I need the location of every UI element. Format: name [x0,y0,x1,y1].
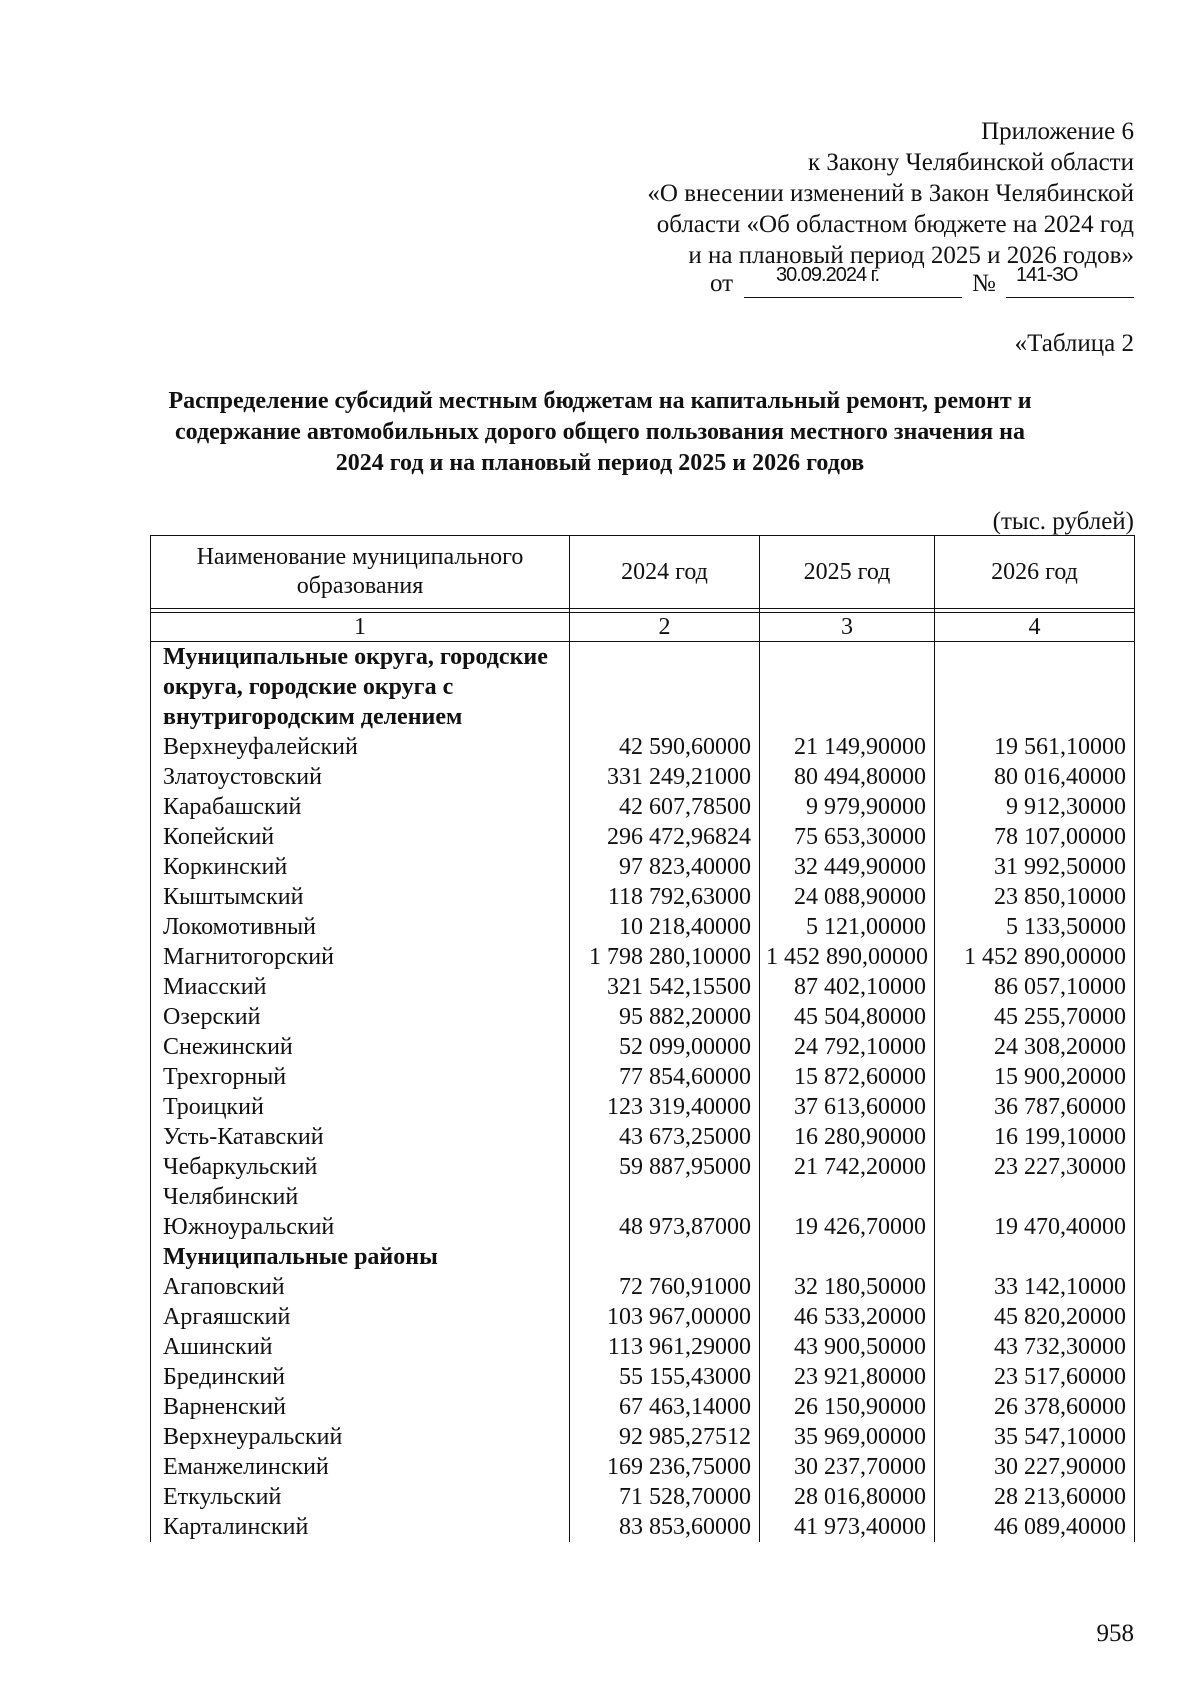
value-2025: 9 979,90000 [760,792,935,822]
municipality-name: Южноуральский [151,1212,570,1242]
municipality-name: Чебаркульский [151,1152,570,1182]
value-2024: 42 607,78500 [570,792,760,822]
municipality-name: Локомотивный [151,912,570,942]
value-2026: 45 820,20000 [935,1302,1135,1332]
value-2025: 32 449,90000 [760,852,935,882]
from-label: от [710,270,734,297]
value-2024: 55 155,43000 [570,1362,760,1392]
subsidy-table [150,535,1135,1542]
municipality-name: Златоустовский [151,762,570,792]
value-2026: 19 561,10000 [935,732,1135,762]
value-2024: 1 798 280,10000 [570,942,760,972]
municipality-name: Трехгорный [151,1062,570,1092]
municipality-name: Кыштымский [151,882,570,912]
table-row [151,1512,1135,1542]
table-row [151,1062,1135,1092]
value-2024: 52 099,00000 [570,1032,760,1062]
value-2026: 45 255,70000 [935,1002,1135,1032]
value-2024: 92 985,27512 [570,1422,760,1452]
table-body [151,642,1135,1543]
table-row [151,1092,1135,1122]
value-2026: 86 057,10000 [935,972,1135,1002]
value-2025: 37 613,60000 [760,1092,935,1122]
municipality-name: Верхнеуфалейский [151,732,570,762]
table-row [151,882,1135,912]
empty-cell [570,1242,760,1272]
table-row [151,1272,1135,1302]
value-2025: 35 969,00000 [760,1422,935,1452]
value-2025: 15 872,60000 [760,1062,935,1092]
value-2026 [935,1182,1135,1212]
column-number: 3 [760,613,935,642]
value-2024: 67 463,14000 [570,1392,760,1422]
header-line: «О внесении изменений в Закон Челябинской [647,180,1134,207]
value-2025: 5 121,00000 [760,912,935,942]
municipality-name: Карталинский [151,1512,570,1542]
section-row [151,1242,1135,1272]
municipality-name: Варненский [151,1392,570,1422]
value-2026: 24 308,20000 [935,1032,1135,1062]
table-row [151,1032,1135,1062]
value-2024: 43 673,25000 [570,1122,760,1152]
date-number-line [710,262,1134,302]
value-2026: 15 900,20000 [935,1062,1135,1092]
table-label: «Таблица 2 [1014,330,1134,357]
value-2024: 59 887,95000 [570,1152,760,1182]
value-2025: 28 016,80000 [760,1482,935,1512]
table-row [151,1422,1135,1452]
value-2025: 23 921,80000 [760,1362,935,1392]
value-2025: 87 402,10000 [760,972,935,1002]
table-row [151,1002,1135,1032]
value-2026: 43 732,30000 [935,1332,1135,1362]
municipality-name: Снежинский [151,1032,570,1062]
value-2026: 1 452 890,00000 [935,942,1135,972]
value-2026: 78 107,00000 [935,822,1135,852]
municipality-name: Карабашский [151,792,570,822]
value-2024: 118 792,63000 [570,882,760,912]
column-number: 1 [151,613,570,642]
value-2024: 103 967,00000 [570,1302,760,1332]
value-2026: 23 517,60000 [935,1362,1135,1392]
value-2024: 169 236,75000 [570,1452,760,1482]
value-2024: 42 590,60000 [570,732,760,762]
table-row [151,1362,1135,1392]
header-line: и на плановый период 2025 и 2026 годов» [688,242,1134,269]
law-number: 141-ЗО [1016,264,1078,286]
municipality-name: Копейский [151,822,570,852]
value-2024: 296 472,96824 [570,822,760,852]
value-2025: 21 149,90000 [760,732,935,762]
value-2024: 72 760,91000 [570,1272,760,1302]
empty-cell [760,642,935,733]
empty-cell [935,642,1135,733]
municipality-name: Верхнеуральский [151,1422,570,1452]
header-line: области «Об областном бюджете на 2024 год [656,211,1134,238]
value-2025: 24 088,90000 [760,882,935,912]
value-2024: 113 961,29000 [570,1332,760,1362]
value-2025: 24 792,10000 [760,1032,935,1062]
value-2026: 46 089,40000 [935,1512,1135,1542]
municipality-name: Челябинский [151,1182,570,1212]
table-row [151,1482,1135,1512]
table-row [151,1182,1135,1212]
value-2026: 23 850,10000 [935,882,1135,912]
value-2024: 10 218,40000 [570,912,760,942]
table-header-row [151,536,1135,609]
column-number-row [151,613,1135,642]
value-2026: 35 547,10000 [935,1422,1135,1452]
table-row [151,912,1135,942]
table-row [151,972,1135,1002]
value-2025: 1 452 890,00000 [760,942,935,972]
municipality-name: Магнитогорский [151,942,570,972]
value-2024: 83 853,60000 [570,1512,760,1542]
table-row [151,1212,1135,1242]
number-label: № [972,270,996,297]
value-2024: 331 249,21000 [570,762,760,792]
value-2024: 123 319,40000 [570,1092,760,1122]
municipality-name: Троицкий [151,1092,570,1122]
value-2024: 77 854,60000 [570,1062,760,1092]
column-header-2025: 2025 год [760,536,935,609]
table-row [151,852,1135,882]
value-2024: 95 882,20000 [570,1002,760,1032]
column-number: 4 [935,613,1135,642]
value-2025: 16 280,90000 [760,1122,935,1152]
table-row [151,822,1135,852]
municipality-name: Ашинский [151,1332,570,1362]
value-2026: 28 213,60000 [935,1482,1135,1512]
table-row [151,1122,1135,1152]
value-2026: 30 227,90000 [935,1452,1135,1482]
value-2024 [570,1182,760,1212]
municipality-name: Еткульский [151,1482,570,1512]
value-2026: 9 912,30000 [935,792,1135,822]
table-row [151,942,1135,972]
section-row [151,642,1135,733]
value-2026: 19 470,40000 [935,1212,1135,1242]
value-2024: 321 542,15500 [570,972,760,1002]
municipality-name: Агаповский [151,1272,570,1302]
value-2025: 41 973,40000 [760,1512,935,1542]
section-title: Муниципальные районы [151,1242,570,1272]
table-row [151,1332,1135,1362]
document-title: Распределение субсидий местным бюджетам на капитальный ремонт, ремонт и содержание автомобильных дорого общего пользования местного значения на 2024 год и на плановый период 2025 и 2026 годов [168,388,1032,476]
table-row [151,1392,1135,1422]
table-row [151,762,1135,792]
value-2025: 21 742,20000 [760,1152,935,1182]
table-row [151,1152,1135,1182]
value-2024: 48 973,87000 [570,1212,760,1242]
column-number: 2 [570,613,760,642]
value-2026: 16 199,10000 [935,1122,1135,1152]
municipality-name: Озерский [151,1002,570,1032]
municipality-name: Брединский [151,1362,570,1392]
section-title: Муниципальные округа, городские округа, городские округа с внутригородским делением [151,642,570,733]
value-2026: 36 787,60000 [935,1092,1135,1122]
value-2026: 31 992,50000 [935,852,1135,882]
column-header-2026: 2026 год [935,536,1135,609]
document-header [647,116,1134,271]
value-2025: 30 237,70000 [760,1452,935,1482]
table-row [151,792,1135,822]
unit-label: (тыс. рублей) [992,508,1134,535]
header-line: к Закону Челябинской области [808,149,1134,176]
value-2025: 45 504,80000 [760,1002,935,1032]
value-2026: 33 142,10000 [935,1272,1135,1302]
value-2024: 97 823,40000 [570,852,760,882]
header-line: Приложение 6 [981,118,1134,145]
value-2025: 46 533,20000 [760,1302,935,1332]
value-2024: 71 528,70000 [570,1482,760,1512]
municipality-name: Усть-Катавский [151,1122,570,1152]
municipality-name: Еманжелинский [151,1452,570,1482]
municipality-name: Аргаяшский [151,1302,570,1332]
table-row [151,1452,1135,1482]
column-header-2024: 2024 год [570,536,760,609]
value-2025: 43 900,50000 [760,1332,935,1362]
page-number: 958 [1096,1620,1134,1647]
column-header-name: Наименование муниципального образования [151,536,570,609]
table-row [151,1302,1135,1332]
value-2026: 80 016,40000 [935,762,1135,792]
municipality-name: Коркинский [151,852,570,882]
table-row [151,732,1135,762]
value-2025 [760,1182,935,1212]
empty-cell [760,1242,935,1272]
value-2025: 80 494,80000 [760,762,935,792]
value-2025: 19 426,70000 [760,1212,935,1242]
law-date: 30.09.2024 г. [776,264,880,286]
value-2025: 75 653,30000 [760,822,935,852]
municipality-name: Миасский [151,972,570,1002]
value-2026: 5 133,50000 [935,912,1135,942]
empty-cell [570,642,760,733]
value-2026: 23 227,30000 [935,1152,1135,1182]
value-2025: 32 180,50000 [760,1272,935,1302]
empty-cell [935,1242,1135,1272]
value-2025: 26 150,90000 [760,1392,935,1422]
value-2026: 26 378,60000 [935,1392,1135,1422]
